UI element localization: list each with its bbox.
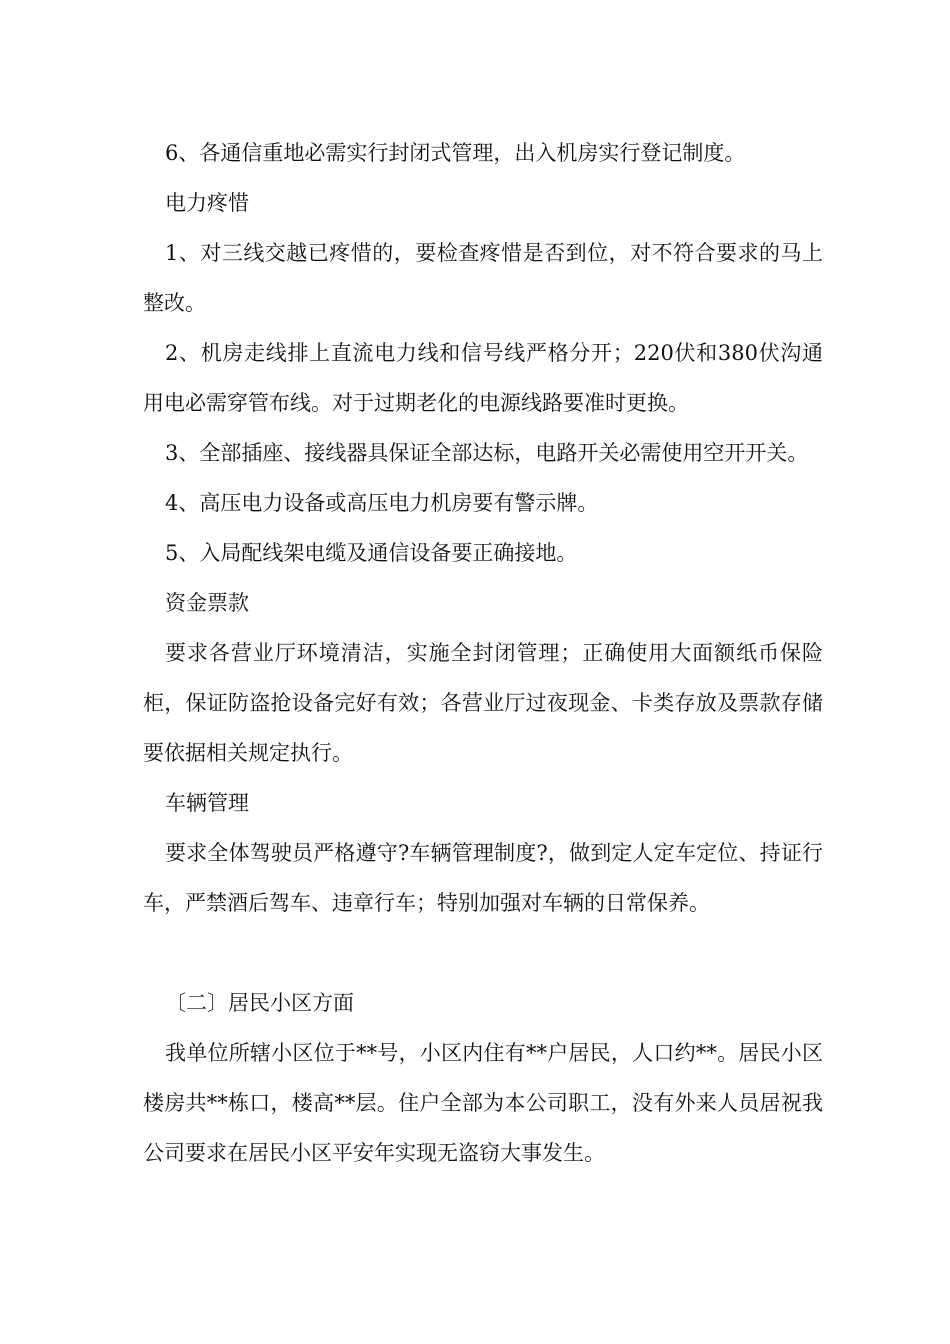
paragraph-power-5: 5、入局配线架电缆及通信设备要正确接地。 [165,541,578,565]
heading-vehicle-management: 车辆管理 [165,791,249,815]
heading-funds-tickets: 资金票款 [165,591,249,615]
paragraph-power-2: 2、机房走线排上直流电力线和信号线严格分开；220伏和380伏沟通用电必需穿管布线。对于过期老化的电源线路要准时更换。 [143,341,823,415]
heading-power-protection: 电力疼惜 [165,191,249,215]
paragraph-power-3: 3、全部插座、接线器具保证全部达标，电路开关必需使用空开开关。 [165,441,809,465]
heading-residential-area: 〔二〕居民小区方面 [165,991,354,1015]
document-page [143,128,823,1178]
paragraph-residential: 我单位所辖小区位于**号，小区内住有**户居民，人口约**。居民小区楼房共**栋口，楼高**层。住户全部为本公司职工，没有外来人员居祝我公司要求在居民小区平安年实现无盗窃大事发生。 [143,1041,823,1165]
paragraph-funds: 要求各营业厅环境清洁，实施全封闭管理；正确使用大面额纸币保险柜，保证防盗抢设备完好有效；各营业厅过夜现金、卡类存放及票款存储要依据相关规定执行。 [143,641,823,765]
section-spacer [143,928,823,978]
paragraph-vehicle: 要求全体驾驶员严格遵守?车辆管理制度?，做到定人定车定位、持证行车，严禁酒后驾车、违章行车；特别加强对车辆的日常保养。 [143,841,823,915]
paragraph-power-1: 1、对三线交越已疼惜的，要检查疼惜是否到位，对不符合要求的马上整改。 [143,241,823,315]
paragraph-power-4: 4、高压电力设备或高压电力机房要有警示牌。 [165,491,599,515]
paragraph-telecom-site-6: 6、各通信重地必需实行封闭式管理，出入机房实行登记制度。 [165,141,746,165]
